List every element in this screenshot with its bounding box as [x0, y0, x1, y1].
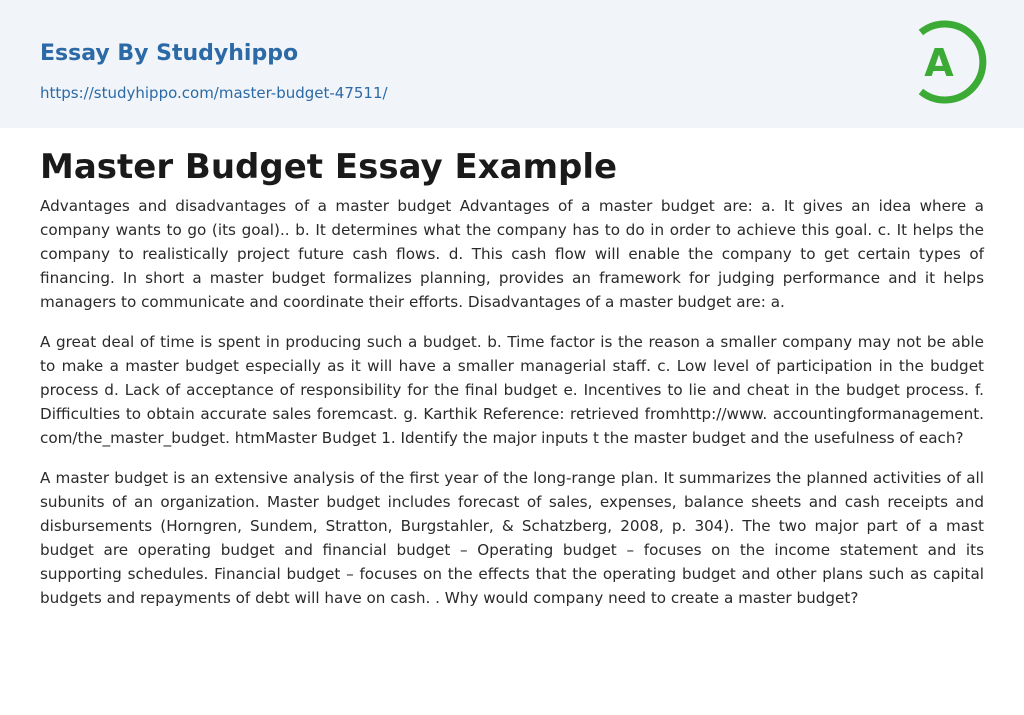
essay-paragraph: Advantages and disadvantages of a master budget Advantages of a master budget are: a. It gives an idea where a company wants to go (its goal).. b. It determines what the company has to do in order to achieve this goal. c. It helps the company to realistically project future cash flows. d. This cash flow will enable the company to get certain types of financing. In short a master budget formalizes planning, provides an framework for judging performance and it helps managers to communicate and coordinate their efforts. Disadvantages of a master budget are: a.	[40, 197, 984, 311]
essay-body	[40, 194, 984, 626]
site-brand[interactable]: Essay By Studyhippo	[40, 41, 299, 66]
site-header	[0, 0, 1024, 128]
essay-paragraph: A great deal of time is spent in producing such a budget. b. Time factor is the reason a smaller company may not be able to make a master budget especially as it will have a smaller managerial staff. c. Low level of participation in the budget process d. Lack of acceptance of responsibility for the final budget e. Incentives to lie and cheat in the budget process. f. Difficulties to obtain accurate sales foremcast. g. Karthik Reference: retrieved fromhttp://www. accountingformanagement. com/the_master_budget. htmMaster Budget 1. Identify the major inputs t the master budget and the usefulness of each?	[40, 333, 984, 447]
essay-url-link[interactable]: https://studyhippo.com/master-budget-47511/	[40, 84, 388, 102]
essay-paragraph: A master budget is an extensive analysis of the first year of the long-range plan. It summarizes the planned activities of all subunits of an organization. Master budget includes forecast of sales, expenses, balance sheets and cash receipts and disbursements (Horngren, Sundem, Stratton, Burgstahler, & Schatzberg, 2008, p. 304). The two major part of a mast budget are operating budget and financial budget – Operating budget – focuses on the income statement and its supporting schedules. Financial budget – focuses on the effects that the operating budget and other plans such as capital budgets and repayments of debt will have on cash. . Why would company need to create a master budget?	[40, 469, 984, 607]
studyhippo-logo-icon[interactable]	[910, 18, 988, 106]
logo-letter: A	[924, 41, 954, 85]
page-title: Master Budget Essay Example	[40, 147, 618, 187]
